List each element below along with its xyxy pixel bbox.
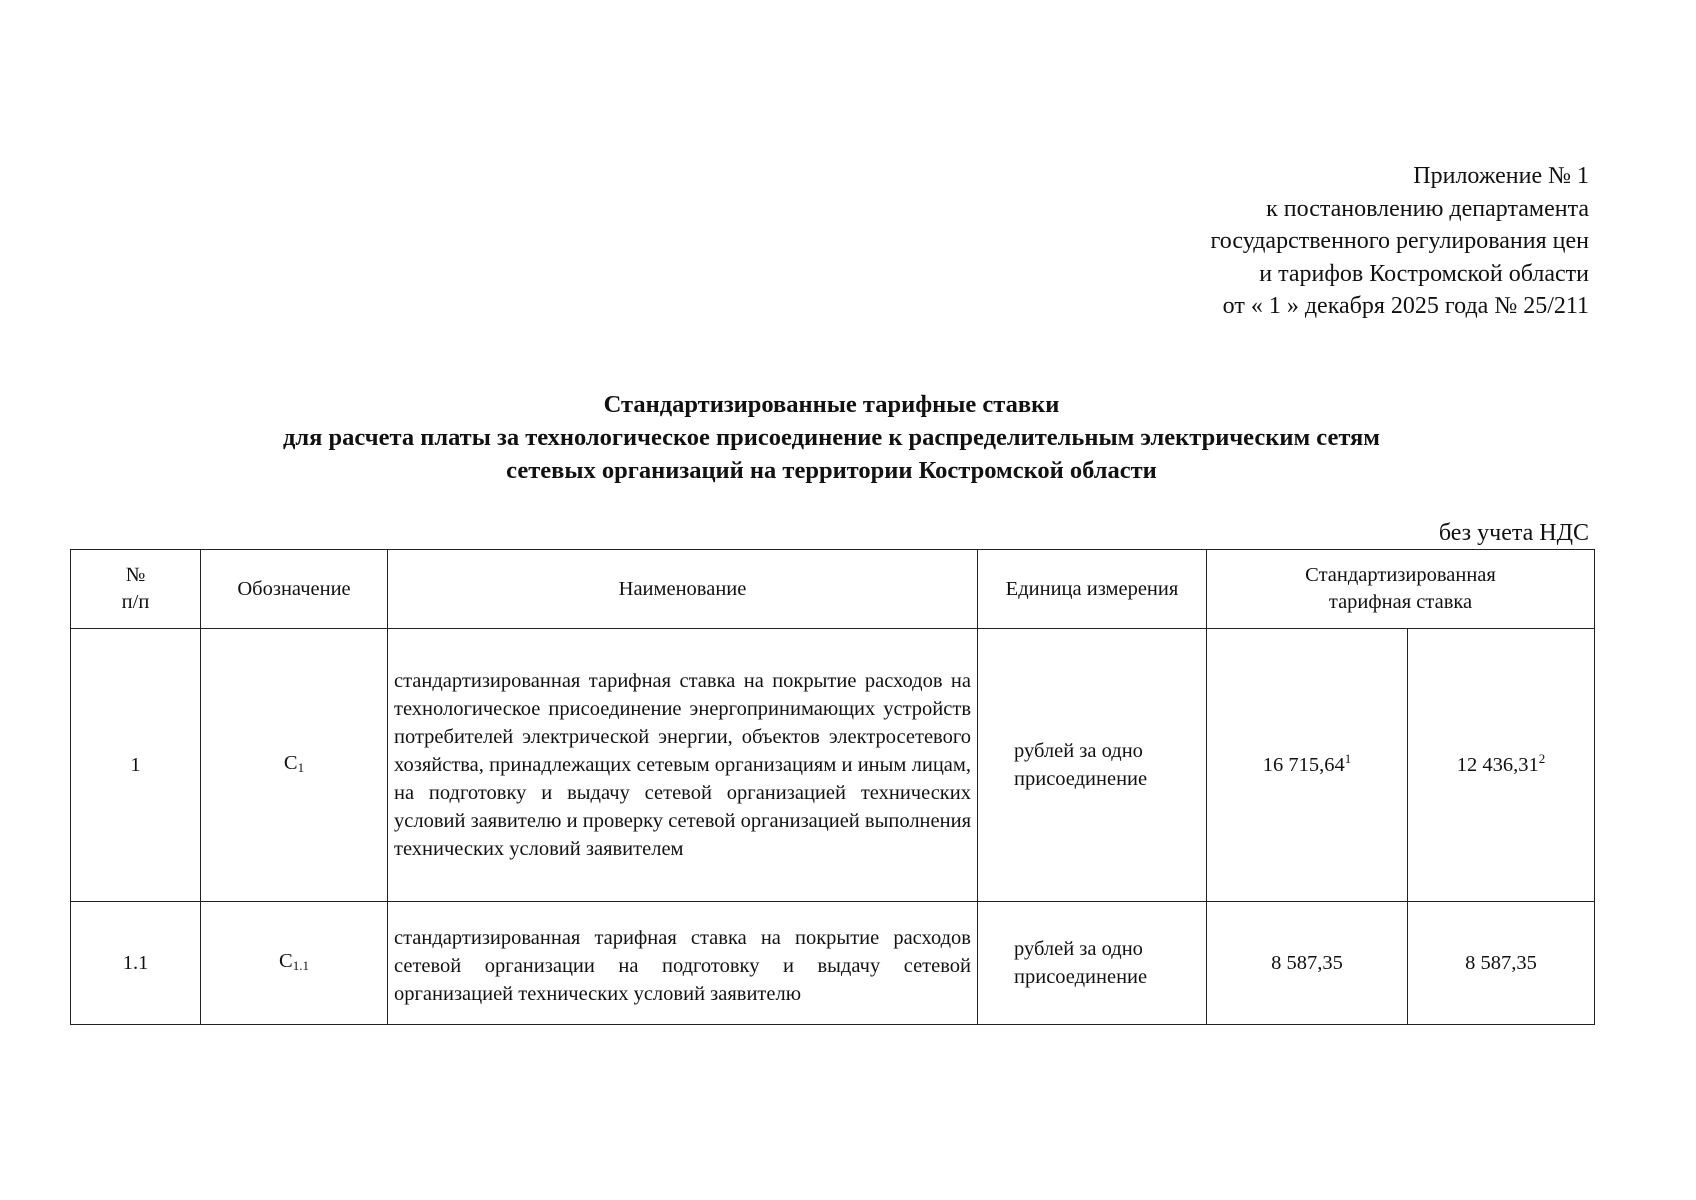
designation-subscript: 1.1 — [292, 957, 309, 973]
appendix-department: государственного регулирования цен — [1210, 228, 1589, 254]
designation-base: С — [283, 751, 298, 774]
appendix-reference: к постановлению департамента — [1266, 195, 1589, 222]
cell-name: стандартизированная тарифная ставка на покрытие расходов сетевой организации на подготовку и выдачу сетевой организацией технических условий заявителю — [388, 902, 978, 1025]
footnote-marker: 1 — [1344, 751, 1352, 766]
appendix-region: и тарифов Костромской области — [1259, 260, 1589, 287]
table-row — [71, 902, 1595, 1025]
header-unit: Единица измерения — [978, 550, 1207, 629]
appendix-date-number: от « 1 » декабря 2025 года № 25/211 — [1222, 293, 1589, 319]
document-title — [70, 388, 1593, 487]
appendix-number: Приложение № 1 — [1413, 163, 1589, 189]
header-number: № п/п — [71, 550, 201, 629]
cell-rate-1 — [1207, 629, 1408, 902]
rate-value: 12 436,31 — [1456, 754, 1539, 776]
cell-unit: рублей за одно присоединение — [978, 629, 1207, 902]
header-designation: Обозначение — [201, 550, 388, 629]
title-line-1: Стандартизированные тарифные ставки — [603, 391, 1060, 418]
cell-unit: рублей за одно присоединение — [978, 902, 1207, 1025]
cell-number: 1.1 — [71, 902, 201, 1025]
title-line-2: для расчета платы за технологическое присоединение к распределительным электрическим сетям — [283, 424, 1380, 451]
header-rate: Стандартизированная тарифная ставка — [1207, 550, 1595, 629]
table-header-row — [71, 550, 1595, 629]
table-row — [71, 629, 1595, 902]
footnote-marker: 2 — [1538, 751, 1546, 766]
cell-number: 1 — [71, 629, 201, 902]
rate-value: 16 715,64 — [1262, 754, 1345, 776]
vat-note: без учета НДС — [1438, 520, 1589, 546]
header-name: Наименование — [388, 550, 978, 629]
cell-rate-1: 8 587,35 — [1207, 902, 1408, 1025]
cell-name: стандартизированная тарифная ставка на покрытие расходов на технологическое присоединение энергопринимающих устройств потребителей электрической энергии, объектов электросетевого хозяйства, принадлежащих сетевым организациям и иным лицам, на подготовку и выдачу сетевой организацией технических условий заявителю и проверку сетевой организацией выполнения технических условий заявителем — [388, 629, 978, 902]
title-line-3: сетевых организаций на территории Костромской области — [506, 457, 1157, 484]
appendix-header — [1089, 160, 1589, 323]
cell-rate-2: 8 587,35 — [1408, 902, 1595, 1025]
cell-designation — [201, 629, 388, 902]
rates-table — [70, 549, 1595, 1025]
designation-base: С — [279, 949, 293, 972]
designation-subscript: 1 — [297, 759, 305, 775]
cell-designation — [201, 902, 388, 1025]
cell-rate-2 — [1408, 629, 1595, 902]
